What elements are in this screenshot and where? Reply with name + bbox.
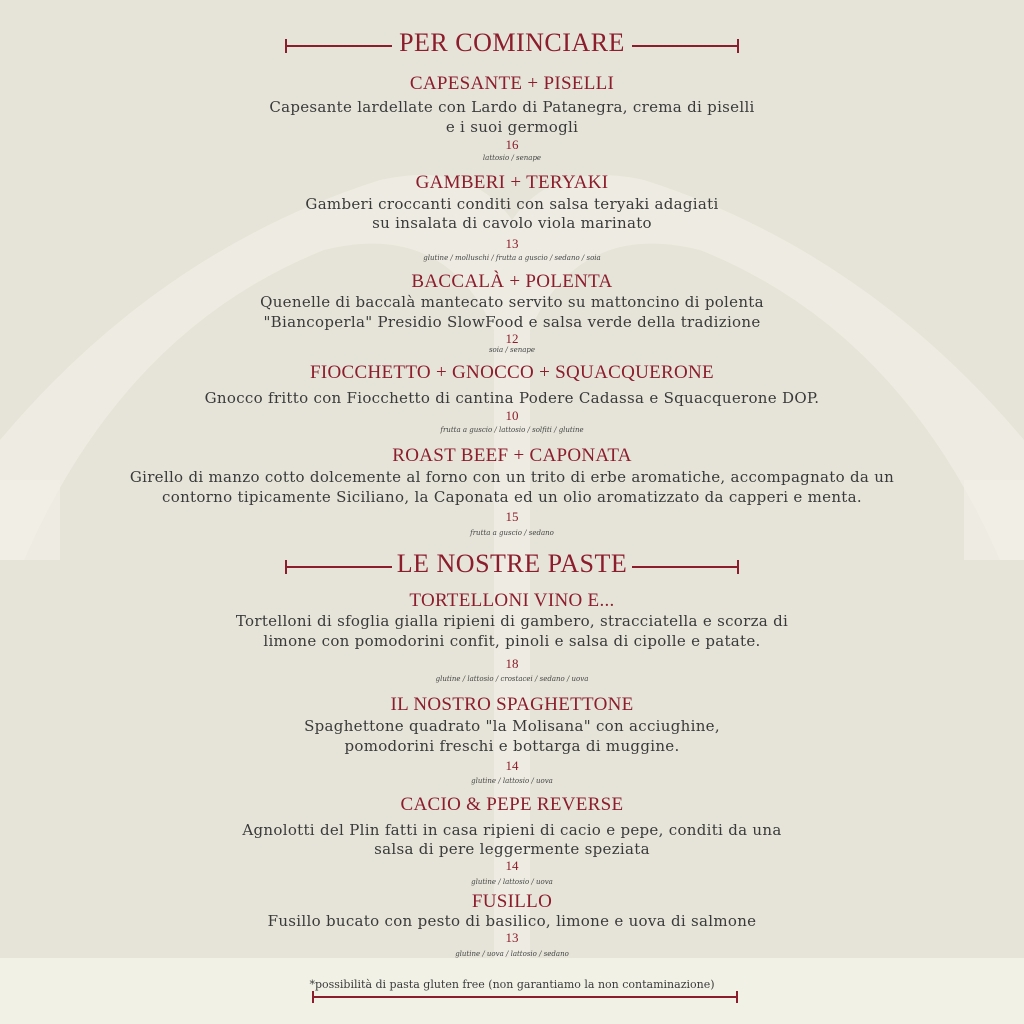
dish-price: 15 xyxy=(505,509,519,524)
dish-allergens: frutta a guscio / lattosio / solfiti / glutine xyxy=(440,426,584,434)
dish-name: IL NOSTRO SPAGHETTONE xyxy=(390,694,634,715)
dish-description: pomodorini freschi e bottarga di muggine. xyxy=(344,737,680,755)
dish-name: CAPESANTE + PISELLI xyxy=(409,73,615,94)
dish-name: BACCALÀ + POLENTA xyxy=(411,271,613,292)
dish-price: 12 xyxy=(505,331,519,346)
dish-allergens: glutine / molluschi / frutta a guscio / sedano / soia xyxy=(423,254,601,262)
dish-description: Agnolotti del Plin fatti in casa ripieni di cacio e pepe, conditi da una xyxy=(242,821,782,839)
dish-description: Quenelle di baccalà mantecato servito su mattoncino di polenta xyxy=(260,293,764,311)
section-title-le-nostre-paste xyxy=(0,549,1024,583)
dish-price: 13 xyxy=(505,236,519,251)
footer-rule-cap-right xyxy=(736,991,738,1003)
gluten-free-note: *possibilità di pasta gluten free (non garantiamo la non contaminazione) xyxy=(309,978,715,991)
dish-price: 14 xyxy=(505,858,519,873)
dish-description: Spaghettone quadrato "la Molisana" con acciughine, xyxy=(304,717,720,735)
dish-description: Girello di manzo cotto dolcemente al forno con un trito di erbe aromatiche, accompagnato da un xyxy=(129,468,895,486)
dish-allergens: lattosio / senape xyxy=(482,154,542,162)
dish-allergens: soia / senape xyxy=(488,346,536,354)
dish-allergens: frutta a guscio / sedano xyxy=(470,529,554,537)
dish-allergens: glutine / uova / lattosio / sedano xyxy=(455,950,569,958)
dish-description: limone con pomodorini confit, pinoli e salsa di cipolle e patate. xyxy=(263,632,761,650)
dish-description: Gnocco fritto con Fiocchetto di cantina Podere Cadassa e Squacquerone DOP. xyxy=(204,389,820,407)
dish-description: su insalata di cavolo viola marinato xyxy=(372,214,652,232)
section-title-label: PER COMINCIARE xyxy=(399,28,625,57)
dish-name: GAMBERI + TERYAKI xyxy=(415,172,609,193)
dish-name: CACIO & PEPE REVERSE xyxy=(400,794,624,815)
dish-name: FUSILLO xyxy=(471,891,553,912)
dish-description: Gamberi croccanti conditi con salsa teryaki adagiati xyxy=(305,195,719,213)
dish-allergens: glutine / lattosio / crostacei / sedano / uova xyxy=(435,675,589,683)
dish-price: 14 xyxy=(505,758,519,773)
dish-price: 13 xyxy=(505,930,519,945)
dish-price: 18 xyxy=(505,656,519,671)
dish-description: "Biancoperla" Presidio SlowFood e salsa verde della tradizione xyxy=(263,313,761,331)
dish-description: salsa di pere leggermente speziata xyxy=(374,840,650,858)
dish-name: FIOCCHETTO + GNOCCO + SQUACQUERONE xyxy=(310,362,714,383)
footer-rule xyxy=(312,996,738,998)
dish-description: Fusillo bucato con pesto di basilico, limone e uova di salmone xyxy=(267,912,757,930)
dish-price: 16 xyxy=(505,137,519,152)
section-title-per-cominciare xyxy=(0,28,1024,62)
dish-allergens: glutine / lattosio / uova xyxy=(471,878,553,886)
dish-description: e i suoi germogli xyxy=(445,118,579,136)
section-title-label: LE NOSTRE PASTE xyxy=(396,549,628,578)
dish-name: TORTELLONI VINO E... xyxy=(409,590,615,611)
dish-name: ROAST BEEF + CAPONATA xyxy=(392,445,632,466)
dish-allergens: glutine / lattosio / uova xyxy=(471,777,553,785)
dish-description: contorno tipicamente Siciliano, la Caponata ed un olio aromatizzato da capperi e menta. xyxy=(162,488,862,506)
dish-price: 10 xyxy=(505,408,519,423)
dish-description: Capesante lardellate con Lardo di Patanegra, crema di piselli xyxy=(269,98,755,116)
dish-description: Tortelloni di sfoglia gialla ripieni di gambero, stracciatella e scorza di xyxy=(235,612,789,630)
